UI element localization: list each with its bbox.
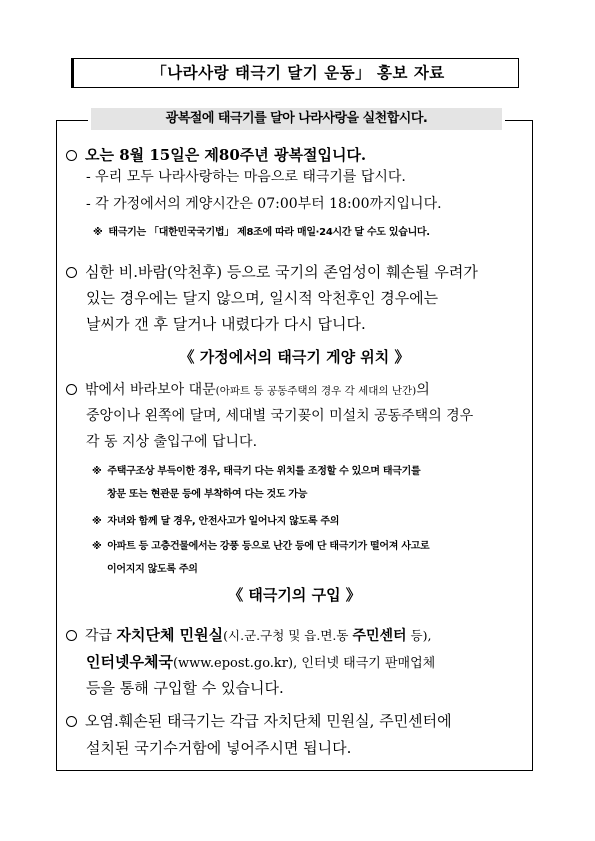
section1-lead-text: 오는 8월 15일은 제80주년 광복절입니다. [85,146,367,164]
section4-l1-e: 등), [406,628,432,643]
section2-line1-text: 심한 비.바람(악천후) 등으로 국기의 존엄성이 훼손될 우려가 [85,263,478,281]
reference-mark: ※ [92,516,102,527]
section3-note2 [92,512,339,527]
section3-line1-c: 의 [416,382,430,398]
section2-line3: 날씨가 갠 후 달거나 내렸다가 다시 답니다. [86,315,366,333]
section3-line1-paren: (아파트 등 공동주택의 경우 각 세대의 난간) [215,385,417,397]
section1-dash2: - 각 가정에서의 게양시간은 07:00부터 18:00까지입니다. [86,196,442,212]
heading-flag-location: 《 가정에서의 태극기 게양 위치 》 [179,348,410,366]
reference-mark: ※ [92,541,102,552]
section5-line1-text: 오염.훼손된 태극기는 각급 자치단체 민원실, 주민센터에 [85,712,452,730]
section4-line3: 등을 통해 구입할 수 있습니다. [86,679,284,697]
title-left-rule [71,58,74,88]
section3-note1-line2: 창문 또는 현관문 등에 부착하여 다는 것도 가능 [107,489,308,500]
section1-note [93,223,430,238]
circle-bullet-icon [66,384,77,395]
reference-mark: ※ [93,227,103,238]
section4-l1-bold: 자치단체 민원실 [116,626,224,644]
frame-top-left-rule [56,120,88,121]
section4-l1-a: 각급 [85,628,117,644]
section3-note3-line2: 이어지지 않도록 주의 [107,564,198,575]
section1-dash1: - 우리 모두 나라사랑하는 마음으로 태극기를 답시다. [86,169,406,185]
section3-note1-line1 [92,462,420,477]
reference-mark: ※ [92,466,102,477]
section3-line3: 각 동 지상 출입구에 답니다. [86,434,258,450]
section4-line1 [66,624,431,645]
section5-line1 [66,710,452,731]
circle-bullet-icon [66,716,77,727]
section3-line1 [66,379,430,399]
section4-l1-d: 주민센터 [352,628,407,644]
document-title: 「나라사랑 태극기 달기 운동」 홍보 자료 [151,64,445,82]
section3-line2: 중앙이나 왼쪽에 달며, 세대별 국기꽂이 미설치 공동주택의 경우 [86,408,474,424]
frame-top-right-rule [505,120,533,121]
section4-l2-b: (www.epost.go.kr), 인터넷 태극기 판매업체 [172,656,436,671]
section3-note1-text: 주택구조상 부득이한 경우, 태극기 다는 위치를 조정할 수 있으며 태극기를 [107,466,421,477]
circle-bullet-icon [66,150,77,161]
section3-note3-line1 [92,537,429,552]
section2-line1 [66,261,478,282]
section4-l2-bold: 인터넷우체국 [86,653,173,671]
section3-note3-text: 아파트 등 고층건물에서는 강풍 등으로 난간 등에 단 태극기가 떨어져 사고로 [107,541,430,552]
section1-note-text: 태극기는 「대한민국국기법」 제8조에 따라 매일·24시간 달 수도 있습니다. [108,227,430,238]
section1-lead [66,144,366,165]
heading-flag-purchase: 《 태극기의 구입 》 [228,586,361,604]
section3-line1-a: 밖에서 바라보아 대문 [85,382,216,398]
section2-line2: 있는 경우에는 달지 않으며, 일시적 악천후인 경우에는 [86,289,439,307]
circle-bullet-icon [66,267,77,278]
section4-l1-c: (시.군.구청 및 읍.면.동 [223,628,353,643]
section5-line2: 설치된 국기수거함에 넣어주시면 됩니다. [86,739,352,757]
section4-line2 [86,651,435,672]
subtitle-banner: 광복절에 태극기를 달아 나라사랑을 실천합시다. [91,108,502,130]
section3-note2-text: 자녀와 함께 달 경우, 안전사고가 일어나지 않도록 주의 [107,516,340,527]
circle-bullet-icon [66,630,77,641]
